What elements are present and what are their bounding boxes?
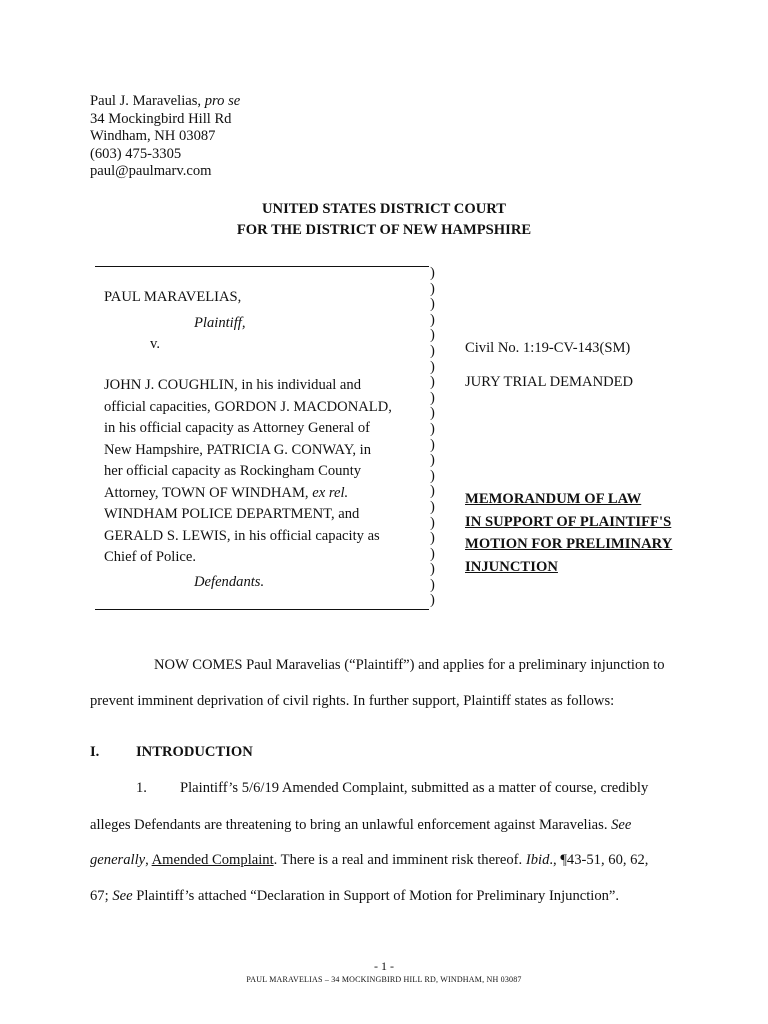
paren: ) [430, 342, 435, 359]
court-title [0, 199, 768, 241]
memo-title-line: MOTION FOR PRELIMINARY [465, 536, 673, 552]
paragraph-1-line-3: generally, Amended Complaint. There is a real and imminent risk thereof. Ibid., ¶43-51, 60, 62, [90, 852, 649, 868]
caption-plaintiff: PAUL MARAVELIAS, [104, 289, 242, 305]
header-phone: (603) 475-3305 [90, 145, 182, 162]
paren: ) [430, 265, 435, 281]
caption-paren-column [430, 266, 442, 609]
caption-top-rule [95, 266, 429, 267]
caption-versus: v. [150, 336, 160, 352]
paren: ) [430, 405, 435, 422]
defendant-line: GERALD S. LEWIS, in his official capacity as [104, 527, 380, 544]
paren: ) [430, 592, 435, 609]
caption-defendants-role: Defendants. [194, 574, 265, 590]
caption-plaintiff-role: Plaintiff, [194, 315, 246, 331]
paren: ) [430, 280, 435, 297]
cite-amended-complaint: Amended Complaint [151, 852, 274, 868]
attorney-header [90, 93, 240, 181]
memo-title [465, 488, 672, 578]
ex-rel: ex rel. [312, 484, 349, 501]
paren: ) [430, 498, 435, 515]
paren: ) [430, 358, 435, 375]
page-number: - 1 - [374, 959, 394, 973]
defendant-line: official capacities, GORDON J. MACDONALD, [104, 398, 392, 415]
cite-generally: generally [90, 852, 146, 868]
defendant-line: her official capacity as Rockingham County [104, 463, 362, 479]
jury-demand: JURY TRIAL DEMANDED [465, 374, 634, 390]
paragraph-1-line-1: Plaintiff’s 5/6/19 Amended Complaint, submitted as a matter of course, credibly [180, 780, 649, 796]
paren: ) [430, 530, 435, 547]
paren: ) [430, 561, 435, 578]
footer-address: PAUL MARAVELIAS – 34 MOCKINGBIRD HILL RD, WINDHAM, NH 03087 [246, 975, 522, 984]
paragraph-1-line-4: 67; See Plaintiff’s attached “Declaration in Support of Motion for Preliminary Injunction”. [90, 888, 620, 904]
defendant-line: New Hampshire, PATRICIA G. CONWAY, in [104, 441, 372, 458]
paren: ) [430, 452, 435, 469]
paren: ) [430, 467, 435, 484]
court-line-1: UNITED STATES DISTRICT COURT [261, 201, 506, 217]
cite-see: See [611, 817, 632, 833]
paren: ) [430, 483, 435, 500]
paren: ) [430, 576, 435, 593]
defendant-line: Attorney, TOWN OF WINDHAM, ex rel. [104, 484, 349, 501]
caption-defendants [104, 375, 392, 569]
section-title: INTRODUCTION [136, 744, 253, 760]
civil-number: Civil No. 1:19-CV-143(SM) [465, 340, 631, 356]
cite-see: See [112, 888, 133, 904]
court-line-2: FOR THE DISTRICT OF NEW HAMPSHIRE [236, 222, 532, 238]
defendant-line: Chief of Police. [104, 549, 197, 565]
intro-line-2: prevent imminent deprivation of civil rights. In further support, Plaintiff states as follows: [90, 693, 615, 709]
paren: ) [430, 514, 435, 531]
paren: ) [430, 420, 435, 437]
paragraph-number: 1. [136, 780, 147, 796]
paren: ) [430, 296, 435, 313]
paren: ) [430, 327, 435, 344]
intro-line-1: NOW COMES Paul Maravelias (“Plaintiff”) and applies for a preliminary injunction to [154, 657, 665, 673]
memo-title-line: IN SUPPORT OF PLAINTIFF'S [465, 513, 672, 530]
defendant-line: in his official capacity as Attorney General of [104, 420, 370, 436]
memo-title-line: MEMORANDUM OF LAW [465, 491, 642, 507]
header-city: Windham, NH 03087 [90, 128, 216, 145]
memo-title-line: INJUNCTION [465, 558, 558, 575]
caption-bottom-rule [95, 609, 429, 610]
paren: ) [430, 374, 435, 391]
header-name-line [90, 93, 240, 111]
paren: ) [430, 436, 435, 453]
section-number: I. [90, 744, 100, 760]
defendant-line: WINDHAM POLICE DEPARTMENT, and [104, 506, 360, 522]
header-email: paul@paulmarv.com [90, 163, 212, 180]
cite-ibid: Ibid [525, 852, 550, 868]
paren: ) [430, 389, 435, 406]
header-pro-se: pro se [204, 93, 241, 109]
header-name: Paul J. Maravelias, [90, 93, 202, 109]
defendant-line: JOHN J. COUGHLIN, in his individual and [104, 377, 362, 393]
paren: ) [430, 311, 435, 328]
header-street: 34 Mockingbird Hill Rd [90, 110, 232, 127]
paren: ) [430, 545, 435, 562]
paragraph-1-line-2: alleges Defendants are threatening to bring an unlawful enforcement against Maravelias. See [90, 817, 632, 833]
